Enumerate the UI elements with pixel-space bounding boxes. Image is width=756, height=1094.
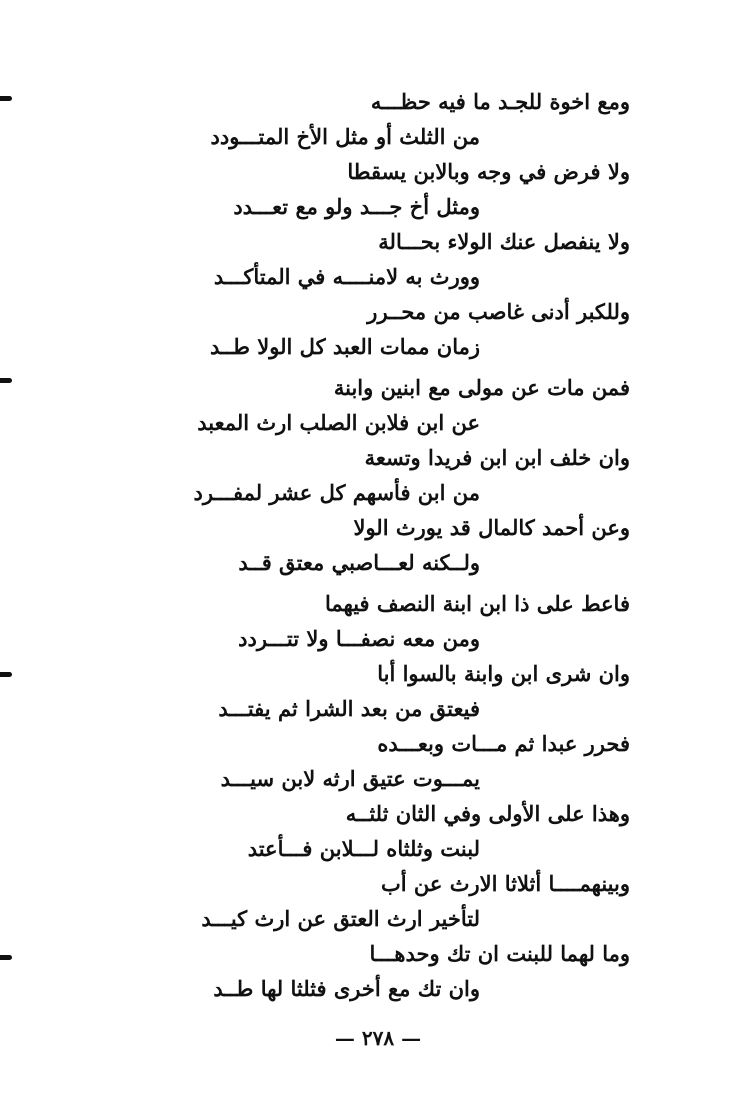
hemistich-second: وان تك مع أخرى فثلثا لها طــد (213, 976, 480, 1001)
verse (150, 294, 630, 364)
verse (150, 866, 630, 936)
hemistich-second: ومثل أخ جـــد ولو مع تعـــدد (233, 194, 480, 219)
hemistich-first: وان خلف ابن ابن فريدا وتسعة (364, 445, 630, 470)
verse (150, 796, 630, 866)
hemistich-second: فيعتق من بعد الشرا ثم يفتـــد (218, 696, 480, 721)
hemistich-first: وان شرى ابن وابنة بالسوا أبا (377, 661, 630, 686)
margin-mark (0, 378, 12, 383)
hemistich-first: وهذا على الأولى وفي الثان ثلثــه (345, 801, 630, 826)
hemistich-first: وما لهما للبنت ان تك وحدهـــا (369, 941, 630, 966)
verse (150, 370, 630, 440)
hemistich-second: زمان ممات العبد كل الولا طــد (209, 334, 480, 359)
hemistich-second: ولــكنه لعـــاصبي معتق قــد (238, 550, 480, 575)
verse (150, 586, 630, 656)
verse (150, 440, 630, 510)
hemistich-second: من الثلث أو مثل الأخ المتـــودد (210, 124, 480, 149)
verse (150, 656, 630, 726)
verse (150, 726, 630, 796)
verse (150, 936, 630, 1006)
hemistich-second: وورث به لامنــــه في المتأكـــد (213, 264, 480, 289)
hemistich-second: ومن معه نصفـــا ولا تتـــردد (238, 626, 480, 651)
margin-mark (0, 955, 12, 960)
hemistich-second: لتأخير ارث العتق عن ارث كيـــد (201, 906, 480, 931)
margin-mark (0, 96, 12, 101)
hemistich-second: من ابن فأسهم كل عشر لمفـــرد (193, 480, 480, 505)
poem-body (150, 84, 630, 1006)
hemistich-first: فاعط على ذا ابن ابنة النصف فيهما (325, 591, 630, 616)
hemistich-first: ومع اخوة للجـد ما فيه حظـــه (370, 89, 630, 114)
verse (150, 224, 630, 294)
hemistich-second: يمـــوت عتيق ارثه لابن سيـــد (220, 766, 480, 791)
hemistich-second: لبنت وثلثاه لـــلابن فـــأعتد (247, 836, 480, 861)
hemistich-second: عن ابن فلابن الصلب ارث المعبد (197, 410, 480, 435)
hemistich-first: وعن أحمد كالمال قد يورث الولا (353, 515, 630, 540)
hemistich-first: ولا ينفصل عنك الولاء بحـــالة (378, 229, 630, 254)
hemistich-first: ولا فرض في وجه وبالابن يسقطا (347, 159, 630, 184)
verse (150, 154, 630, 224)
hemistich-first: وللكبر أدنى غاصب من محــرر (367, 299, 630, 324)
verse (150, 510, 630, 580)
margin-mark (0, 672, 12, 677)
page-number: — ٢٧٨ — (334, 1026, 422, 1050)
verse (150, 84, 630, 154)
hemistich-first: فحرر عبدا ثم مـــات وبعـــده (377, 731, 630, 756)
hemistich-first: فمن مات عن مولى مع ابنين وابنة (333, 375, 630, 400)
hemistich-first: وبينهمــــا أثلاثا الارث عن أب (380, 871, 630, 896)
